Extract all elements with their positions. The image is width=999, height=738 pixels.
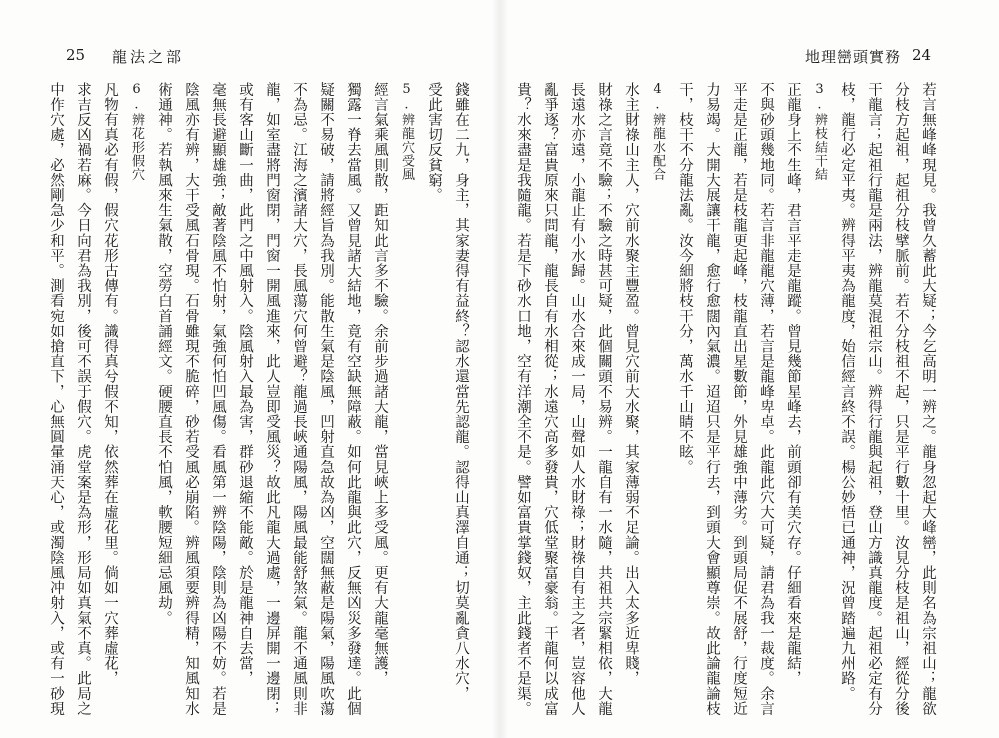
text-column: 亂爭逐？富貴原來只問龍，龍長自有水相從；水遠穴高多發貴，穴低堂聚富豪翁。干龍何以成富 — [542, 82, 558, 717]
left-page-number: 25 — [66, 46, 86, 64]
text-column: 貴？水來盡是我隨龍。若是下砂水口地，空有洋潮全不是。譬如富貴掌錢奴，主此錢者不是渠。 — [515, 82, 531, 717]
text-column: 不與砂頭幾地同。若言非龍龍穴薄，若言是龍峰卑卓。此龍此穴大可疑，請君為我一裁度。余言 — [758, 82, 774, 717]
text-column: 干，枝干不分龍法亂。汝今細將枝干分，萬水千山睛不眩。 — [677, 82, 693, 475]
right-running-title: 地理巒頭實務 — [805, 48, 902, 66]
text-column: 力易竭。大開大展讓干龍，愈行愈闊內氣濃。迢迢只是平行去，到頭大會顯尊崇。故此論龍論枝 — [704, 82, 720, 717]
text-column: 錢雖在二九，身主，其家妻得有益終？認水還當先認龍。認得山真澤自通；切莫亂貪八水穴， — [453, 82, 469, 702]
text-column: 不為忌。江海之濱諸大穴，長風蕩穴何曾避？龍過長峽通陽風，陽風最能舒煞氣。龍不通風則非 — [291, 82, 307, 717]
text-column: 干龍言；起祖行龍是兩法，辨龍莫混祖宗山。辨得行龍與起祖，登山方識真龍度。起祖必定有分 — [866, 82, 882, 717]
text-column: 長遠水亦遠，小龍止有小水歸。山水合來成一局，山聲如人水財祿；財祿自有主之者，豈容他人 — [569, 82, 585, 717]
text-column: 受此害切反貧窮。 — [426, 82, 442, 203]
text-column: 中作穴處，必然剛急少和平。測看宛如搶直下，心無圓暈涌天心，或濁陰風冲射入，或有一砂現 — [48, 82, 64, 717]
text-column: 凡物有真必有假，假穴花形古傳有。識得真兮假不知，依然葬在虛花里。倘如一穴葬虛花， — [102, 82, 118, 686]
text-column: 術通神。若執風來生氣散，空勞白首誦經文。硬腰直長不怕風，軟腰短細忌風劫。 — [156, 82, 172, 626]
text-column: 毫無長避顯雄強；敵著陰風不怕射，氣強何怕凹風傷。看風第一辨陰陽，陰則為凶陽不妨。若是 — [210, 82, 226, 717]
section-heading: 4.辨龍水配合 — [650, 82, 665, 182]
text-column: 疑關不易破，請將經旨為我別。能散生氣是陰風，凹射直急故為凶，空闊無蔽是陽氣，陽風吹蕩 — [318, 82, 334, 717]
text-column: 枝，龍行必定平夷。辨得平夷為龍度，始信經言終不誤。楊公妙悟已通神，況曾踏遍九州路。 — [839, 82, 855, 702]
text-column: 龍，如室盡將門窗閉，門窗一開風進來，此人豈即受風災？故此凡龍大過處，一邊屏開一邊閉； — [264, 82, 280, 717]
text-column: 分枝方起祖，起祖分枝擘脈前。若不分枝祖不起，只是平行數十里。汝見分枝是祖山，經從分後 — [893, 82, 909, 717]
section-heading: 3.辨枝結干結 — [812, 82, 827, 182]
right-page-text — [515, 82, 941, 717]
left-page-text — [34, 82, 474, 717]
text-column: 求吉反凶禍若麻。今日向君為我別，後可不誤于假穴。虎堂案是為形，形局如真氣不真。此局之 — [75, 82, 91, 717]
left-running-title: 龍法之部 — [112, 48, 185, 66]
text-column: 正龍身上不生峰，君言平走是龍蹤。曾見幾節星峰去，前頭卻有美穴存。仔細看來是龍結， — [785, 82, 801, 686]
text-column: 水主財祿山主人，穴前水聚主豐盈。曾見穴前大水聚，其家薄弱不足論。出入太多近卑賤， — [623, 82, 639, 686]
text-column: 陰風亦有辨，大干受風石骨現。石骨雖現不脆碎，砂若受風必崩陷。辨風須要辨得精，知風知水 — [183, 82, 199, 717]
text-column: 若言無峰峰現見。我曾久蓄此大疑；今乞高明一辨之。龍身忽起大峰巒，此則名為宗祖山；龍欲 — [920, 82, 936, 717]
text-column: 或有客山斷一曲，此門之中風射入。陰風射入最為害，群砂退縮不能敵。於是龍神自去當， — [237, 82, 253, 686]
text-column: 平走是正龍，若是枝龍更起峰，枝龍直出星數節，外見雄強中薄劣。到頭局促不展舒，行度短近 — [731, 82, 747, 717]
text-column: 獨露一脊去當風。又曾見諸大結地，竟有空缺無障蔽。如何此龍與此穴，反無凶災多發達。此個 — [345, 82, 361, 717]
right-page-number: 24 — [912, 46, 932, 64]
text-column: 財祿之言竟不驗；不驗之時甚可疑，此個關頭不易辨。一龍自有一水隨，共祖共宗緊相依，大龍 — [596, 82, 612, 717]
section-heading: 5.辨龍穴受風 — [399, 82, 414, 182]
section-heading: 6.辨花形假穴 — [129, 82, 144, 182]
text-column: 經言氣乘風則散，距知此言多不驗。余前步過諸大龍，當見峽上多受風。更有大龍毫無護， — [372, 82, 388, 686]
right-page — [500, 0, 999, 738]
